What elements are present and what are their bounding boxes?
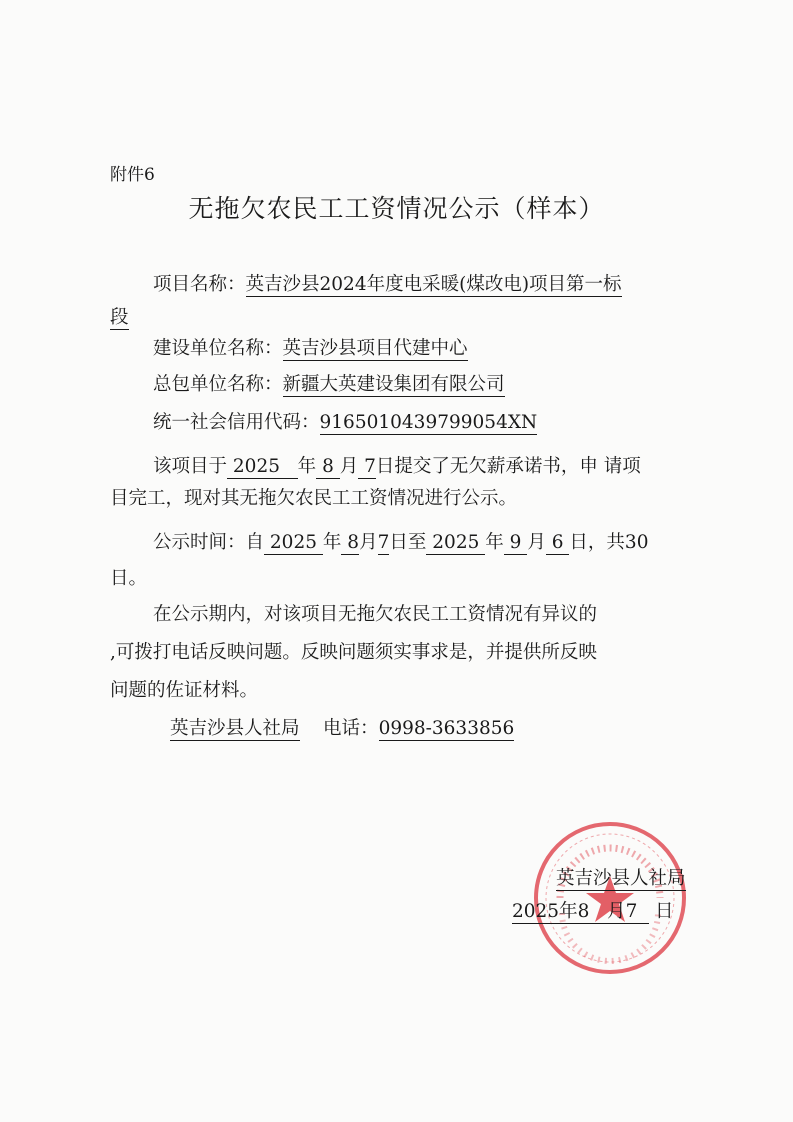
text: 8 [577,901,590,922]
project-name: 英吉沙县2024年度电采暖(煤改电)项目第一标 [245,274,622,295]
date-day [358,456,376,479]
project-label: 项目名称： [153,274,246,295]
text: 2025 [232,456,280,477]
text: 月 [607,901,626,922]
text: 年 [559,901,578,922]
project-row [153,272,622,298]
signature-date [512,897,674,923]
text: 月 [359,532,378,553]
text: 年 [297,456,317,477]
project-name-cont: 段 [110,307,129,328]
text: 月 [527,532,546,553]
date-month [316,456,340,479]
text: 月 [339,456,359,477]
contractor-label: 总包单位名称： [153,374,283,395]
text: 年 [322,532,342,553]
text: 该项目于 [153,456,228,477]
attachment-label: 附件6 [110,165,155,185]
text: 7 [364,456,376,477]
text: 日 [655,901,674,922]
builder-name: 英吉沙县项目代建中心 [282,338,468,359]
credit-code: 9165010439799054XN [319,412,538,433]
document-title: 无拖欠农民工工资情况公示（样本） [188,194,605,223]
start-month [341,532,359,555]
contractor-row [153,372,505,398]
phone-number: 0998-3633856 [378,718,515,739]
text: 2025 [432,532,480,553]
text: 公示时间：自 [153,532,265,553]
project-row-cont [110,305,129,331]
end-year [426,532,485,555]
contact-gap [300,718,324,739]
text: 8 [347,532,360,553]
start-day: 7 [377,532,390,553]
paragraph-3-line-3: 问题的佐证材料。 [110,680,259,701]
start-year [264,532,323,555]
text: 6 [551,532,564,553]
text: 8 [322,456,334,477]
text: 英吉沙县人社局 [556,868,686,889]
text: 7 [625,901,638,922]
phone-label: 电话： [323,718,379,739]
end-month [504,532,528,555]
contact-org: 英吉沙县人社局 [170,718,300,739]
paragraph-2-line-1 [153,530,648,556]
contractor-name: 新疆大英建设集团有限公司 [282,374,505,395]
paragraph-1-line-1 [153,454,641,480]
paragraph-3-line-1: 在公示期内，对该项目无拖欠农民工工资情况有异议的 [153,604,598,625]
sign-date-underlined [512,901,649,924]
paragraph-1-line-2: 目完工，现对其无拖欠农民工工资情况进行公示。 [110,488,518,509]
builder-row [153,336,468,362]
text: 日提交了无欠薪承诺书，申 请项 [375,456,641,477]
text: 日，共30 [569,532,649,553]
credit-label: 统一社会信用代码： [153,412,320,433]
contact-row [170,716,514,742]
text: 日至 [389,532,427,553]
credit-row [153,410,537,436]
end-day [546,532,570,555]
text: 年 [485,532,504,553]
text: 2025 [512,901,560,922]
paragraph-2-line-2: 日。 [110,568,148,589]
signature-org [556,864,686,890]
builder-label: 建设单位名称： [153,338,283,359]
text: 9 [509,532,522,553]
text: 2025 [269,532,317,553]
date-year [227,456,298,479]
paragraph-3-line-2: ,可拨打电话反映问题。反映问题须实事求是，并提供所反映 [110,642,597,663]
